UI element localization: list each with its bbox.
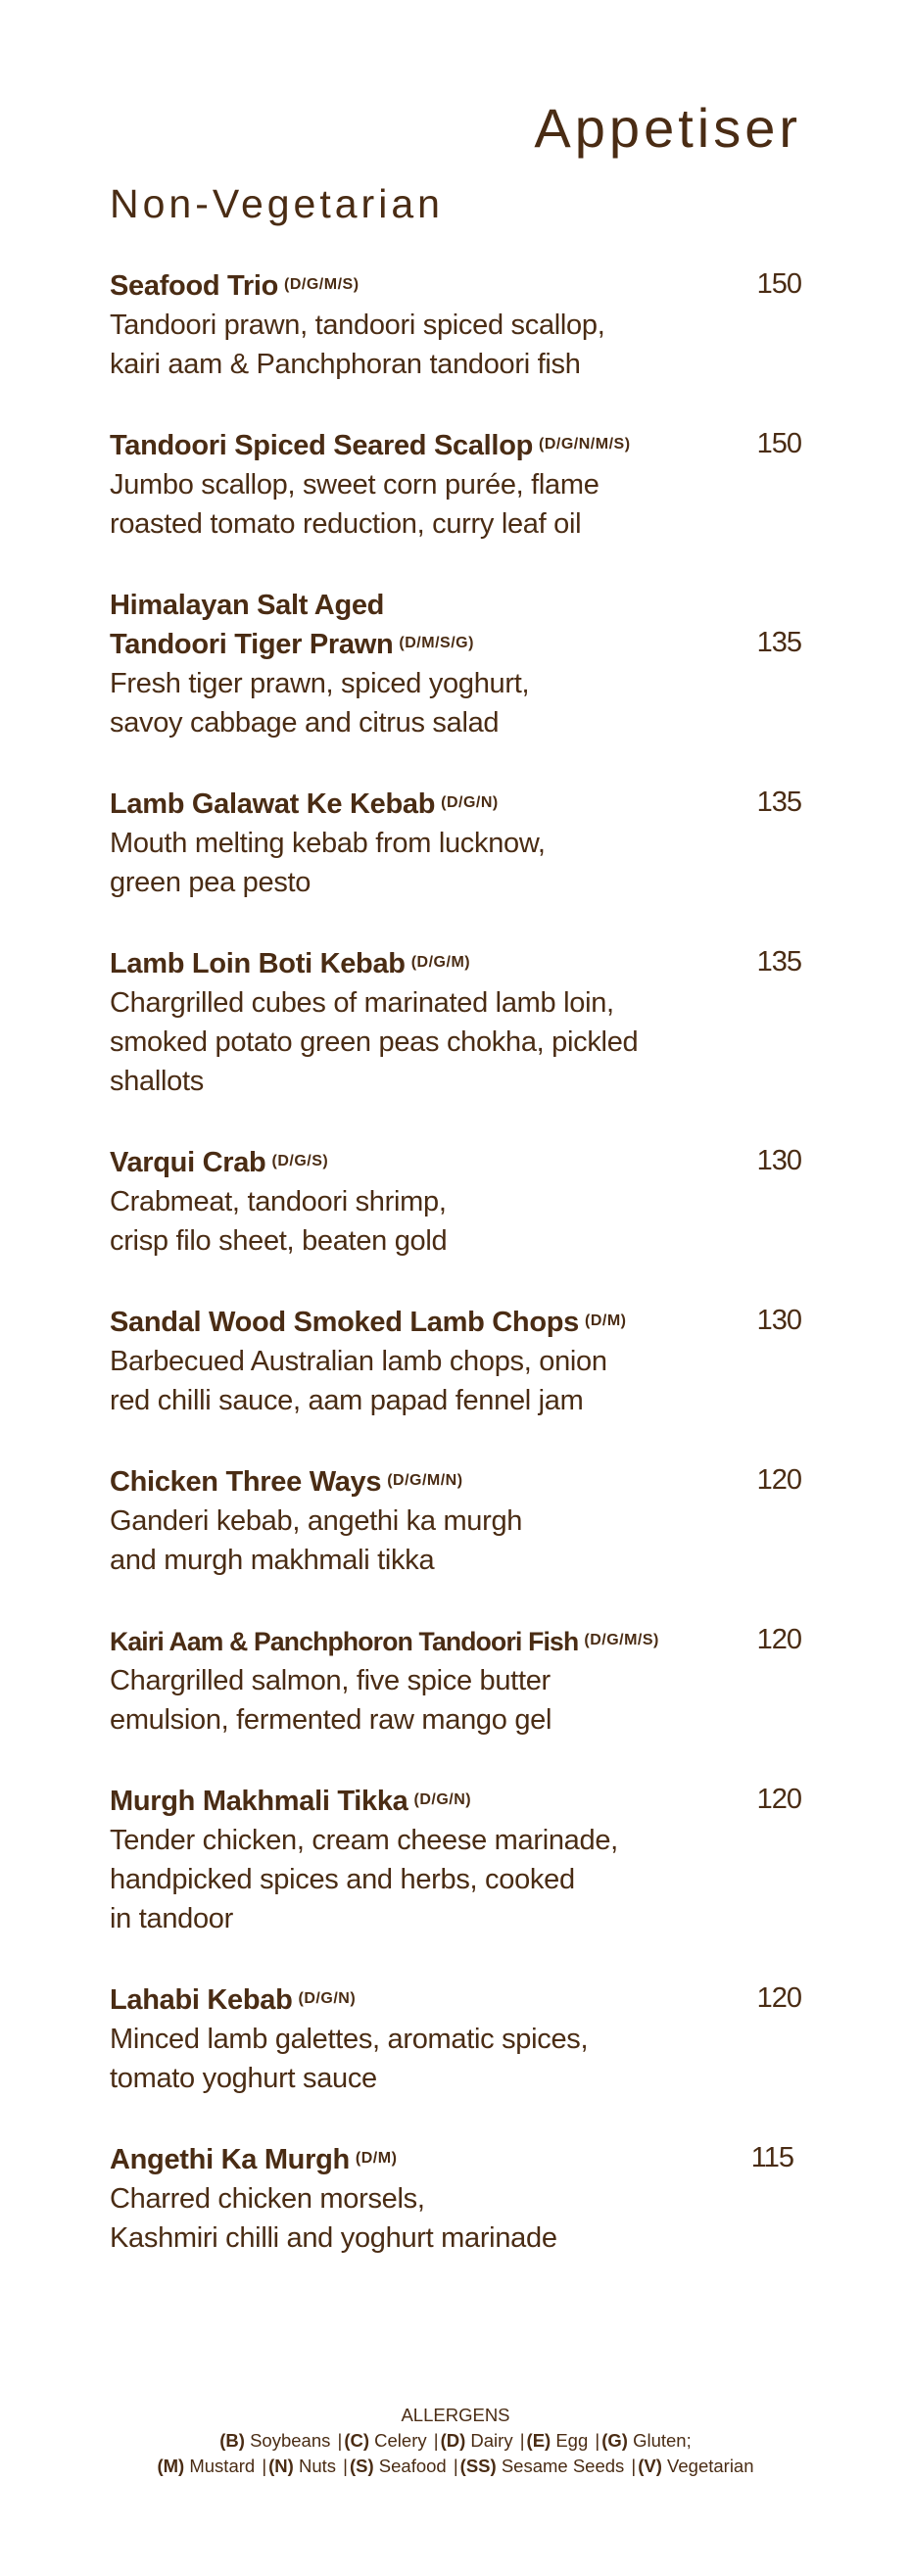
description-line: handpicked spices and herbs, cooked xyxy=(110,1864,575,1895)
separator: | xyxy=(453,2456,458,2476)
allergen-legend xyxy=(0,2403,911,2479)
item-price: 115 xyxy=(750,2142,793,2173)
description-line: in tandoor xyxy=(110,1903,233,1934)
allergen-label: Nuts xyxy=(298,2456,337,2476)
item-description xyxy=(110,824,801,902)
item-price: 135 xyxy=(756,627,801,658)
item-description xyxy=(110,465,801,544)
menu-item xyxy=(110,944,801,1101)
menu-item xyxy=(110,426,801,544)
item-price: 135 xyxy=(756,946,801,978)
item-price: 120 xyxy=(756,1464,801,1496)
allergen-code: (M) xyxy=(157,2456,185,2476)
allergen-codes: (D/G/N) xyxy=(413,1790,472,1808)
description-line: smoked potato green peas chokha, pickled xyxy=(110,1026,639,1058)
allergen-code: (S) xyxy=(349,2456,374,2476)
menu-item xyxy=(110,785,801,902)
allergen-code: (C) xyxy=(344,2430,370,2451)
separator: | xyxy=(343,2456,348,2476)
allergen-legend-line-2 xyxy=(0,2454,911,2479)
item-name: Seafood Trio xyxy=(110,270,279,302)
allergen-label: Dairy xyxy=(470,2430,513,2451)
separator: | xyxy=(631,2456,637,2476)
page-title: Appetiser xyxy=(534,97,801,159)
allergen-heading: ALLERGENS xyxy=(401,2405,510,2425)
separator: | xyxy=(262,2456,267,2476)
allergen-codes: (D/G/N/M/S) xyxy=(539,435,631,453)
item-name: Lamb Loin Boti Kebab xyxy=(110,948,406,979)
item-price: 150 xyxy=(756,428,801,459)
item-description xyxy=(110,1502,801,1580)
menu-item xyxy=(110,1462,801,1580)
description-line: Tandoori prawn, tandoori spiced scallop, xyxy=(110,310,605,341)
description-line: Chargrilled salmon, five spice butter xyxy=(110,1665,551,1696)
item-description xyxy=(110,983,801,1101)
item-price: 120 xyxy=(756,1784,801,1815)
allergen-codes: (D/G/N) xyxy=(298,1989,357,2007)
allergen-label: Mustard xyxy=(189,2456,256,2476)
item-name: Tandoori Spiced Seared Scallop xyxy=(110,430,534,461)
description-line: savoy cabbage and citrus salad xyxy=(110,707,500,739)
menu-item xyxy=(110,1143,801,1261)
allergen-codes: (D/M) xyxy=(355,2149,398,2167)
item-price: 120 xyxy=(756,1982,801,2014)
item-name-line: Himalayan Salt Aged xyxy=(110,590,385,621)
description-line: and murgh makhmali tikka xyxy=(110,1545,435,1576)
allergen-code: (E) xyxy=(526,2430,551,2451)
allergen-label: Sesame Seeds xyxy=(501,2456,625,2476)
allergen-codes: (D/G/M/N) xyxy=(387,1471,463,1489)
allergen-codes: (D/M) xyxy=(584,1312,627,1329)
allergen-code: (B) xyxy=(219,2430,245,2451)
description-line: crisp filo sheet, beaten gold xyxy=(110,1225,448,1257)
menu-item xyxy=(110,1782,801,1938)
item-name: Kairi Aam & Panchphoron Tandoori Fish xyxy=(110,1627,579,1656)
description-line: Crabmeat, tandoori shrimp, xyxy=(110,1186,447,1217)
item-name: Lahabi Kebab xyxy=(110,1984,293,2016)
description-line: Jumbo scallop, sweet corn purée, flame xyxy=(110,469,599,501)
description-line: roasted tomato reduction, curry leaf oil xyxy=(110,508,582,540)
item-price: 130 xyxy=(756,1305,801,1336)
item-description xyxy=(110,2179,801,2258)
item-name: Murgh Makhmali Tikka xyxy=(110,1786,408,1817)
allergen-label: Celery xyxy=(374,2430,427,2451)
item-name: Chicken Three Ways xyxy=(110,1466,382,1498)
allergen-codes: (D/G/M) xyxy=(410,953,471,971)
allergen-code: (G) xyxy=(601,2430,628,2451)
item-description xyxy=(110,664,801,742)
item-name: Angethi Ka Murgh xyxy=(110,2144,350,2175)
allergen-code: (D) xyxy=(440,2430,466,2451)
description-line: Minced lamb galettes, aromatic spices, xyxy=(110,2024,589,2055)
menu-item xyxy=(110,1980,801,2098)
item-description xyxy=(110,1342,801,1420)
description-line: Chargrilled cubes of marinated lamb loin, xyxy=(110,987,614,1019)
separator: | xyxy=(337,2430,343,2451)
separator: | xyxy=(595,2430,600,2451)
allergen-legend-line-1 xyxy=(0,2428,911,2454)
description-line: red chilli sauce, aam papad fennel jam xyxy=(110,1385,584,1416)
allergen-label: Gluten; xyxy=(633,2430,692,2451)
item-description xyxy=(110,2020,801,2098)
menu-item xyxy=(110,266,801,384)
menu-item xyxy=(110,2140,801,2258)
description-line: Tender chicken, cream cheese marinade, xyxy=(110,1825,618,1856)
allergen-codes: (D/G/M/S) xyxy=(584,1631,659,1648)
allergen-label: Soybeans xyxy=(250,2430,331,2451)
description-line: shallots xyxy=(110,1066,204,1097)
item-description xyxy=(110,1821,801,1938)
description-line: Barbecued Australian lamb chops, onion xyxy=(110,1346,607,1377)
allergen-code: (N) xyxy=(268,2456,294,2476)
item-description xyxy=(110,1182,801,1261)
description-line: Kashmiri chilli and yoghurt marinade xyxy=(110,2222,557,2254)
item-name: Lamb Galawat Ke Kebab xyxy=(110,788,436,820)
allergen-codes: (D/G/M/S) xyxy=(284,275,360,293)
separator: | xyxy=(519,2430,525,2451)
item-description xyxy=(110,1661,801,1740)
item-price: 130 xyxy=(756,1145,801,1176)
description-line: kairi aam & Panchphoran tandoori fish xyxy=(110,349,581,380)
description-line: Mouth melting kebab from lucknow, xyxy=(110,828,546,859)
item-name-line: Tandoori Tiger Prawn xyxy=(110,629,394,660)
allergen-label: Egg xyxy=(555,2430,589,2451)
section-title: Non-Vegetarian xyxy=(110,181,444,226)
item-description xyxy=(110,306,801,384)
item-price: 150 xyxy=(756,268,801,300)
menu-item xyxy=(110,586,801,742)
separator: | xyxy=(433,2430,439,2451)
description-line: emulsion, fermented raw mango gel xyxy=(110,1704,552,1736)
description-line: tomato yoghurt sauce xyxy=(110,2063,377,2094)
menu-item xyxy=(110,1303,801,1420)
description-line: Fresh tiger prawn, spiced yoghurt, xyxy=(110,668,530,699)
allergen-codes: (D/G/S) xyxy=(271,1152,329,1169)
item-name: Varqui Crab xyxy=(110,1147,266,1178)
item-price: 120 xyxy=(756,1624,801,1655)
description-line: Ganderi kebab, angethi ka murgh xyxy=(110,1505,523,1537)
allergen-label: Seafood xyxy=(378,2456,447,2476)
allergen-code: (V) xyxy=(638,2456,662,2476)
description-line: Charred chicken morsels, xyxy=(110,2183,425,2215)
item-name: Sandal Wood Smoked Lamb Chops xyxy=(110,1307,579,1338)
menu-list xyxy=(110,266,801,2300)
allergen-codes: (D/M/S/G) xyxy=(399,634,474,651)
allergen-label: Vegetarian xyxy=(667,2456,754,2476)
allergen-codes: (D/G/N) xyxy=(441,793,499,811)
menu-item xyxy=(110,1622,801,1740)
allergen-code: (SS) xyxy=(459,2456,497,2476)
description-line: green pea pesto xyxy=(110,867,312,898)
item-price: 135 xyxy=(756,787,801,818)
